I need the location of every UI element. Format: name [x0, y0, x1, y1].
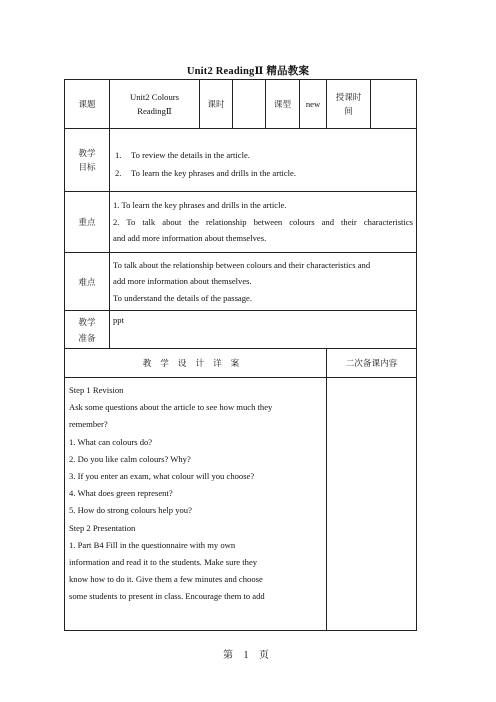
- hours-value: [233, 80, 266, 129]
- step-line: Step 2 Presentation: [69, 522, 136, 533]
- key-points-text: 1. To learn the key phrases and drills in the article. 2. To talk about the relationship between colours and their characteristics and add more information about themselves.: [110, 192, 417, 253]
- type-label: 课型: [266, 80, 300, 129]
- course-label: 课题: [65, 80, 110, 129]
- preparation-row: [65, 311, 417, 349]
- revision-heading: 二次备课内容: [327, 349, 417, 378]
- time-value: [371, 80, 417, 129]
- header-row: [65, 80, 417, 129]
- key-points-label: 重点: [65, 192, 110, 253]
- step-line: 4. What does green represent?: [69, 488, 173, 499]
- step-line: 1. Part B4 Fill in the questionnaire with my own: [69, 539, 236, 550]
- step-line: Step 1 Revision: [69, 385, 124, 395]
- objectives-row: [65, 129, 417, 192]
- step-line: 1. What can colours do?: [69, 436, 153, 447]
- preparation-label: 教学 准备: [65, 311, 110, 349]
- objectives-label: 教学 目标: [65, 129, 110, 192]
- key-points-row: [65, 192, 417, 253]
- revision-notes-cell: [327, 378, 417, 631]
- design-heading: 教学设计详案: [65, 349, 327, 378]
- hours-label: 课时: [200, 80, 233, 129]
- step-line: 2. Do you like calm colours? Why?: [69, 453, 191, 464]
- course-value: Unit2 Colours ReadingⅡ: [110, 80, 200, 129]
- page-footer: 第 1 页: [223, 650, 273, 661]
- difficulties-label: 难点: [65, 253, 110, 311]
- step-line: remember?: [69, 419, 108, 430]
- difficulties-row: [65, 253, 417, 311]
- difficulties-text: To talk about the relationship between colours and their characteristics and add more information about themselves. To understand the details of the passage.: [110, 253, 417, 311]
- step-line: 5. How do strong colours help you?: [69, 505, 192, 516]
- step-line: Ask some questions about the article to see how much they: [69, 402, 273, 413]
- type-value: new: [300, 80, 327, 129]
- design-steps: [65, 378, 327, 631]
- design-body-row: [65, 378, 417, 631]
- step-line: some students to present in class. Encourage them to add: [69, 591, 265, 602]
- step-line: know how to do it. Give them a few minutes and choose: [69, 574, 263, 585]
- document-title: Unit2 ReadingⅡ 精品教案: [186, 66, 310, 77]
- step-line: information and read it to the students. Make sure they: [69, 557, 258, 568]
- step-line: 3. If you enter an exam, what colour will you choose?: [69, 471, 255, 482]
- lesson-plan-table: [64, 79, 417, 631]
- objectives-list: [110, 129, 417, 192]
- design-heading-row: [65, 349, 417, 378]
- objective-item: 2. To learn the key phrases and drills in the article.: [115, 167, 297, 178]
- objective-item: 1. To review the details in the article.: [115, 149, 250, 160]
- preparation-value: ppt: [110, 311, 417, 349]
- time-label: 授课时 间: [327, 80, 371, 129]
